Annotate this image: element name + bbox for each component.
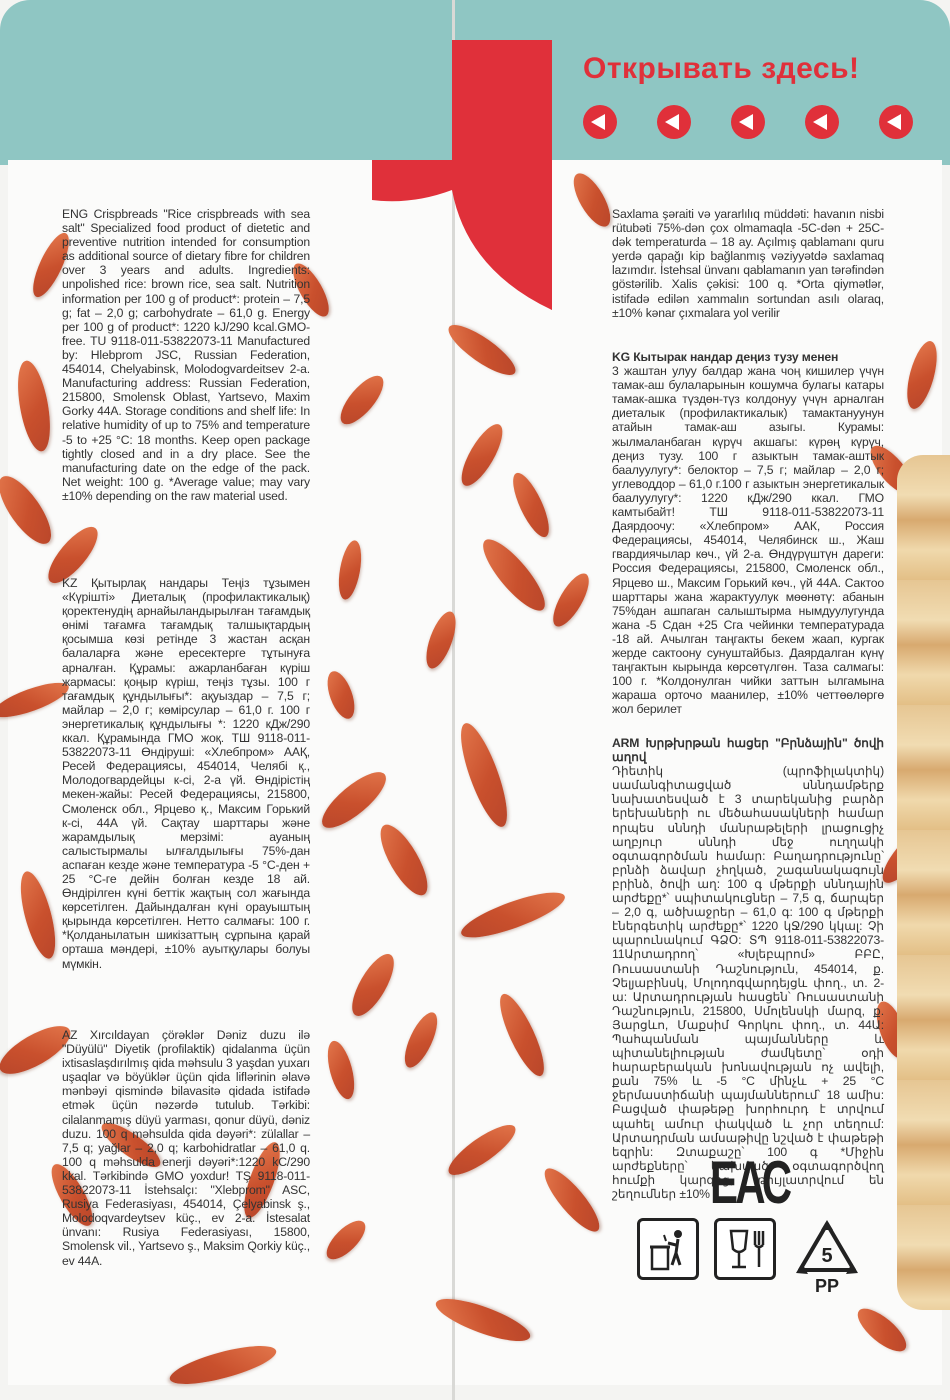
product-window bbox=[897, 455, 950, 1310]
recycle-number: 5 bbox=[821, 1245, 833, 1267]
arrow-left-icon bbox=[805, 105, 839, 139]
food-safe-glass-fork-icon bbox=[714, 1218, 776, 1280]
open-arrows bbox=[583, 105, 913, 141]
arm-title: ARM Խրթխրթան հացեր "Բրնձային" ծովի աղով bbox=[612, 736, 884, 765]
arrow-left-icon bbox=[583, 105, 617, 139]
open-here-text: Открывать здесь! bbox=[583, 52, 860, 85]
az-text: AZ Xırcıldayan çörəklər Dəniz duzu ilə "Düyülü" Diyetik (profilaktik) qidalanma üçün ixtisaslaşdırılmış qida məhsulu 3 yaşdan yuxarı uşaqlar və böyüklər üçün qida liflərinin əlavə mənbəyi qismində bilavasitə qidada istifadə etmək üçün nəzərdə tutulub. Tərkibi: cilalanmamış düyü yarması, qonur düyü, dəniz duzu. 100 q məhsulda qida dəyəri*: zülallar – 7,5 q; yağlar – 2,0 q; karbohidratlar – 61,0 q. 100 q məhsulda enerji dəyəri*:1220 kC/290 kkal. Tərkibində GMO yoxdur! TŞ 9118-011-53822073-11 İstehsalçı: "Xlebprom" ASC, Rusiya Federasiyası, 454014, Çelyabinsk ş., Molodoqvardeytsev küç., ev 2-a. İstesalat ünvanı: Rusiya Federasiyası, 15800, Smolensk vil., Yartsevo ş., Maksim Qorkiy küç., ev 44A. bbox=[62, 1028, 310, 1268]
arrow-left-icon bbox=[657, 105, 691, 139]
kg-title: KG Кытырак нандар деңиз тузу менен bbox=[612, 350, 839, 364]
az-continued-text: Saxlama şəraiti və yararlılıq müddəti: havanın nisbi rütubəti 75%-dən çox olmamaqla -5C-dən + 25C-dək temperaturda – 18 ay. Açılmış qablamanı quru yerdə qapağı kip bağlanmış vəziyyətdə saxlamaq lazımdır. İstehsal ünvanı qablamanın yan tərəfindən göstərilib. Xalis çəkisi: 100 q. *Orta qiymətlər, istifadə edilən xammalın sortundan asılı olaraq, ±10% kənar çıxmalara yol verilir bbox=[612, 207, 884, 320]
kz-text: KZ Қытырлақ нандары Теңіз тұзымен «Күріштi» Диеталық (профилактикалық) қоректенудің арнайыландырылған тағамдық өнімі тағамға тағамдық талшықтардың қосымша көзі ретінде 3 жастан асқан балаларға және ересектерге тұтынуға арналған. Құрамы: ажарланбаған күріш жармасы: қоңыр күріш, теңіз тұзы. 100 г тағамдық құндылығы*: ақуыздар – 7,5 г; майлар – 2,0 г; көмірсулар – 61,0 г. 100 г энергетикалық құндылығы *: 1220 кДж/290 ккал. Құрамында ГМО жоқ. ТШ 9118-011-53822073-11 Өндіруші: «Хлебпром» ААҚ, Ресей Федерациясы, 454014, Челябі қ., Молодогвардейцы к-сі, 2-а үй. Өндірістің мекен-жайы: Ресей Федерациясы, 215800, Смоленск обл., Ярцево қ., Максим Горький к-сі, 44А үй. Сақтау шарттары және жарамдылық мерзімі: ауаның салыстырмалы ылғалдылығы 75%-дан аспаған кезде және температура -5 °С-ден + 25 °С-ге дейін болған кезде 18 ай. Өндірілген күні беттік жақтың сол жағында көрсетілген. Дайындалған күні орауыштың қырында көрсетілген. Нетто салмағы: 100 г. *Қолданылатын шикізаттың сұрпына қарай орташа мәндері, ±10% ауытқулары болуы мүмкін. bbox=[62, 576, 310, 971]
kg-text: 3 жаштан улуу балдар жана чоң кишилер үчүн тамак-аш булаларынын кошумча булагы катары тамак-ашка түздөн-түз колдонуу үчүн арналган диеталык (профилактикалык) тамактануунун атайын тамак-аш азыгы. Курамы: жылмаланбаган күрүч акшагы: күрөң күрүч, деңиз тузу. 100 г азыктын тамак-аштык баалуулугу*: белоктор – 7,5 г; майлар – 2,0 г; углеводдор – 61,0 г.100 г азыктын энергетикалык баалуулугу*: 1220 кДж/290 ккал. ГМО камтыбайт! ТШ 9118-011-53822073-11 Даярдоочу: «Хлебпром» ААК, Россия Федерациясы, 454014, Челябинск ш., Жаш гвардиячылар көч., үй 2-а. Өндүрүштүн дареги: Россия Федерациясы, 215800, Смоленск обл., Ярцево ш., Максим Горький көч., үй 44А. Сактоо шарттары жана жарактуулук мөөнөтү: абанын 75%дан ашпаган салыштырма нымдуулугунда жана -5 Сдан +25 Сга чейинки температурада -18 ай. Ачылган таңгакты бекем жаап, кургак жерде сактоону сунуштайбыз. Даярдалган күнү таңгактын кырында көрсөтүлгөн. Таза салмагы: 100 г. *Колдонулган чийки заттын ылгамына жараша орточо маанилер, ±10% четтөөлөргө жол берилет bbox=[612, 364, 884, 717]
arm-text: Դիետիկ (պրոֆիլակտիկ) սամանգիտացված սննդամթերք նախատեսված է 3 տարեկանից բարձր երեխաների ու մեծահասակների համար որպես սննդի մանրաթելերի լրացուցիչ աղբյուր սննդի մեջ ուղղակի օգտագործման համար: Բաղադրությունը՝ բրնձի ձավար չհղկած, շագանակագույն բրինձ, ծովի աղ: 100 գ մթերքի սննդային արժեքը*՝ սպիտակուցներ – 7,5 գ, ճարպեր – 2,0 գ, ածխաջրեր – 61,0 գ: 100 գ մթերքի էներգետիկ արժեքը*՝ 1220 կՋ/290 կկալ: Չի պարունակում ԳՁՕ: ՏՊ 9118-011-53822073-11Արտադրող՝ «Խլեբպրոմ» ԲԲԸ, Ռուսաստանի Դաշնություն, 454014, ք. Չելյաբինսկ, Մոլոդոգվարդեյցև փող., տ. 2-ա: Արտադրության հասցեն՝ Ռուսաստանի Դաշնություն, 215800, Սմոլենսկի մարզ, ք. Յարցևո, Մաքսիմ Գորկու փող., տ. 44Ա: Պահպանման պայմանները և պիտանելիության ժամկետը՝ օդի հարաբերական խոնավության ոչ ավելի, քան 75% և -5 °C մինչև + 25 °C ջերմաստիճանի պայմաններում՝ 18 ամիս: Բացված փաթեթը խորհուրդ է տրվում պահել ամուր փակված և չոր տեղում: Արտադրման ամսաթիվը նշված է փաթեթի եզրին: Զտաքաշը՝ 100 գ *Միջին արժեքները՝ կախված օգտագործվող հումքի կարգից, թույլատրվում են շեղումներ ±10% bbox=[612, 764, 884, 1201]
recycle-pp-icon bbox=[792, 1218, 862, 1296]
open-tab-shape bbox=[372, 40, 552, 310]
kg-section bbox=[612, 350, 884, 716]
recycle-material: PP bbox=[814, 1276, 840, 1296]
arm-section bbox=[612, 736, 884, 1201]
eng-text: ENG Crispbreads "Rice crispbreads with sea salt" Specialized food product of dietetic and preventive nutrition intended for consumption as additional source of dietary fibre for children over 3 years and adults. Ingredients: unpolished rice: brown rice, sea salt. Nutrition information per 100 g of product*: protein – 7,5 g; fat – 2,0 g; carbohydrate – 61,0 g. Energy per 100 g of product*: 1220 kJ/290 kcal.GMO-free. TU 9118-011-53822073-11 Manufactured by: Hlebprom JSC, Russian Federation, 454014, Chelyabinsk, Molodogvardeitsev 2-a. Manufacturing address: Russian Federation, 215800, Smolensk Oblast, Yartsevo, Maxim Gorky 44A. Storage conditions and shelf life: In relative humidity of up to 75% and temperature -5 to +25 °C: 18 months. Keep open package tightly closed and in a dry place. See the manufacturing date on the edge of the pack. Net weight: 100 g. *Average value; may vary ±10% depending on the raw material used. bbox=[62, 207, 310, 503]
arrow-left-icon bbox=[879, 105, 913, 139]
arrow-left-icon bbox=[731, 105, 765, 139]
bin-person-icon bbox=[637, 1218, 699, 1280]
eac-mark: ЕАС bbox=[710, 1149, 790, 1216]
